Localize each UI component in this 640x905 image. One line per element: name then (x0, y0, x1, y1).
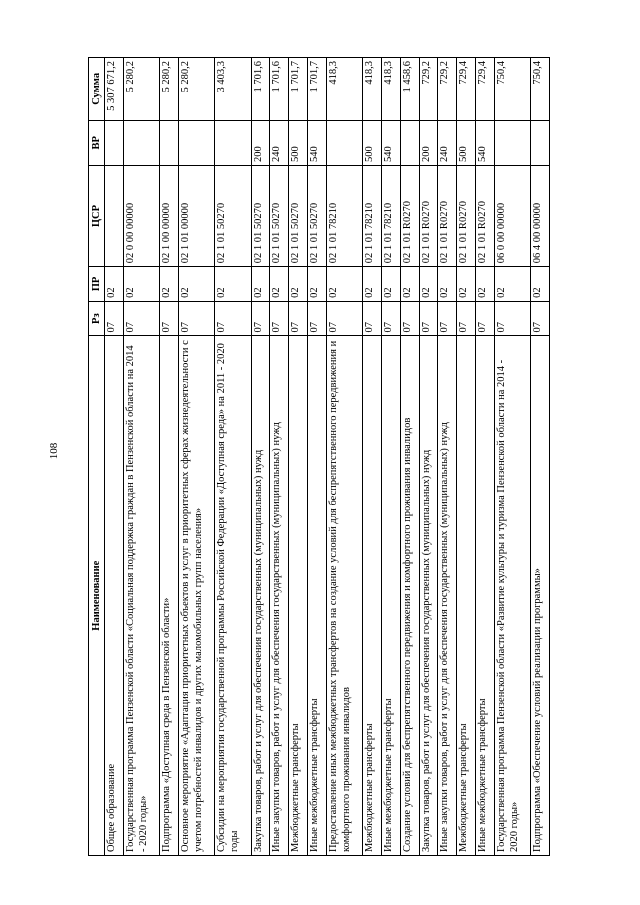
cell-sum: 418,3 (363, 58, 382, 121)
cell-csr: 02 1 01 R0270 (457, 165, 476, 266)
cell-vr: 240 (438, 120, 457, 165)
cell-sum: 1 701,6 (251, 58, 270, 121)
cell-rz: 07 (457, 301, 476, 336)
cell-rz: 07 (419, 301, 438, 336)
cell-pr: 02 (419, 267, 438, 302)
cell-vr: 540 (475, 120, 494, 165)
cell-rz: 07 (326, 301, 362, 336)
header-pr: ПР (89, 267, 105, 302)
cell-vr (215, 120, 251, 165)
cell-rz: 07 (160, 301, 179, 336)
cell-pr: 02 (270, 267, 289, 302)
cell-vr (494, 120, 530, 165)
cell-vr: 500 (289, 120, 308, 165)
cell-sum: 729,4 (457, 58, 476, 121)
cell-vr (160, 120, 179, 165)
table-row (215, 58, 251, 856)
cell-csr: 02 1 00 00000 (160, 165, 179, 266)
cell-vr: 540 (381, 120, 400, 165)
cell-pr: 02 (215, 267, 251, 302)
cell-name: Основное мероприятие «Адаптация приоритетных объектов и услуг в приоритетных сферах жизнедеятельности с учетом потребностей инвалидов и других маломобильных групп населения» (178, 336, 214, 856)
cell-csr: 02 1 01 50270 (215, 165, 251, 266)
cell-vr: 200 (419, 120, 438, 165)
cell-pr: 02 (307, 267, 326, 302)
cell-name: Иные межбюджетные трансферты (307, 336, 326, 856)
cell-rz: 07 (475, 301, 494, 336)
cell-rz: 07 (438, 301, 457, 336)
header-vr: ВР (89, 120, 105, 165)
page-number: 108 (48, 442, 60, 460)
table-row (160, 58, 179, 856)
cell-name: Иные межбюджетные трансферты (475, 336, 494, 856)
cell-sum: 1 701,7 (307, 58, 326, 121)
cell-csr: 02 1 01 R0270 (419, 165, 438, 266)
cell-pr: 02 (326, 267, 362, 302)
cell-sum: 1 458,6 (400, 58, 419, 121)
cell-vr: 200 (251, 120, 270, 165)
table-row (178, 58, 214, 856)
cell-name: Закупка товаров, работ и услуг для обеспечения государственных (муниципальных) нужд (419, 336, 438, 856)
cell-name: Межбюджетные трансферты (363, 336, 382, 856)
cell-sum: 5 280,2 (178, 58, 214, 121)
cell-pr: 02 (289, 267, 308, 302)
cell-name: Субсидии на мероприятия государственной программы Российской Федерации «Доступная среда» на 2011 - 2020 годы (215, 336, 251, 856)
cell-name: Государственная программа Пензенской области «Развитие культуры и туризма Пензенской области на 2014 - 2020 годы» (494, 336, 530, 856)
cell-name: Закупка товаров, работ и услуг для обеспечения государственных (муниципальных) нужд (251, 336, 270, 856)
cell-name: Создание условий для беспрепятственного передвижения и комфортного проживания инвалидов (400, 336, 419, 856)
cell-rz: 07 (270, 301, 289, 336)
cell-sum: 418,3 (326, 58, 362, 121)
table-row (400, 58, 419, 856)
cell-vr: 500 (363, 120, 382, 165)
cell-csr: 02 1 01 50270 (289, 165, 308, 266)
cell-sum: 5 280,2 (160, 58, 179, 121)
cell-vr (123, 120, 159, 165)
header-csr: ЦСР (89, 165, 105, 266)
cell-vr (105, 120, 124, 165)
cell-pr: 02 (178, 267, 214, 302)
cell-name: Межбюджетные трансферты (457, 336, 476, 856)
cell-sum: 729,4 (475, 58, 494, 121)
header-rz: Рз (89, 301, 105, 336)
table-row (251, 58, 270, 856)
cell-name: Иные закупки товаров, работ и услуг для обеспечения государственных (муниципальных) нужд (270, 336, 289, 856)
budget-table (88, 57, 550, 856)
cell-csr: 02 1 01 78210 (326, 165, 362, 266)
cell-vr (400, 120, 419, 165)
cell-csr: 06 4 00 00000 (531, 165, 550, 266)
table-row (270, 58, 289, 856)
cell-sum: 1 701,6 (270, 58, 289, 121)
cell-vr (531, 120, 550, 165)
cell-sum: 750,4 (494, 58, 530, 121)
cell-pr: 02 (105, 267, 124, 302)
cell-pr: 02 (494, 267, 530, 302)
cell-sum: 1 701,7 (289, 58, 308, 121)
cell-csr: 02 1 01 50270 (251, 165, 270, 266)
cell-rz: 07 (531, 301, 550, 336)
cell-csr: 06 0 00 00000 (494, 165, 530, 266)
table-row (326, 58, 362, 856)
cell-csr: 02 1 01 78210 (381, 165, 400, 266)
table-row (475, 58, 494, 856)
cell-pr: 02 (123, 267, 159, 302)
cell-rz: 07 (289, 301, 308, 336)
cell-pr: 02 (438, 267, 457, 302)
cell-csr: 02 1 01 R0270 (438, 165, 457, 266)
cell-sum: 729,2 (438, 58, 457, 121)
cell-sum: 418,3 (381, 58, 400, 121)
table-row (531, 58, 550, 856)
header-name: Наименование (89, 336, 105, 856)
table-row (123, 58, 159, 856)
cell-csr: 02 1 01 50270 (270, 165, 289, 266)
cell-vr (178, 120, 214, 165)
cell-pr: 02 (251, 267, 270, 302)
cell-name: Подпрограмма «Обеспечение условий реализации программы» (531, 336, 550, 856)
cell-name: Предоставление иных межбюджетных трансфертов на создание условий для беспрепятственного передвижения и комфортного проживания инвалидов (326, 336, 362, 856)
cell-name: Иные межбюджетные трансферты (381, 336, 400, 856)
table-row (494, 58, 530, 856)
budget-table-wrapper (88, 57, 550, 856)
cell-csr: 02 0 00 00000 (123, 165, 159, 266)
cell-vr (326, 120, 362, 165)
cell-rz: 07 (215, 301, 251, 336)
cell-sum: 5 307 671,2 (105, 58, 124, 121)
cell-rz: 07 (381, 301, 400, 336)
cell-rz: 07 (307, 301, 326, 336)
cell-rz: 07 (178, 301, 214, 336)
cell-pr: 02 (475, 267, 494, 302)
cell-sum: 750,4 (531, 58, 550, 121)
table-row (419, 58, 438, 856)
table-row (438, 58, 457, 856)
cell-pr: 02 (160, 267, 179, 302)
cell-name: Государственная программа Пензенской области «Социальная поддержка граждан в Пензенской области на 2014 - 2020 годы» (123, 336, 159, 856)
cell-csr: 02 1 01 50270 (307, 165, 326, 266)
table-row (307, 58, 326, 856)
cell-csr: 02 1 01 00000 (178, 165, 214, 266)
cell-vr: 540 (307, 120, 326, 165)
cell-rz: 07 (123, 301, 159, 336)
table-row (105, 58, 124, 856)
cell-name: Межбюджетные трансферты (289, 336, 308, 856)
table-row (289, 58, 308, 856)
table-row (381, 58, 400, 856)
cell-sum: 729,2 (419, 58, 438, 121)
cell-csr: 02 1 01 78210 (363, 165, 382, 266)
header-sum: Сумма (89, 58, 105, 121)
cell-pr: 02 (457, 267, 476, 302)
rotated-table-container (88, 57, 550, 856)
table-row (363, 58, 382, 856)
cell-pr: 02 (381, 267, 400, 302)
cell-sum: 3 403,3 (215, 58, 251, 121)
cell-rz: 07 (251, 301, 270, 336)
table-row (457, 58, 476, 856)
cell-rz: 07 (400, 301, 419, 336)
cell-vr: 500 (457, 120, 476, 165)
cell-csr (105, 165, 124, 266)
cell-name: Общее образование (105, 336, 124, 856)
header-row (89, 58, 105, 856)
cell-csr: 02 1 01 R0270 (475, 165, 494, 266)
cell-pr: 02 (531, 267, 550, 302)
cell-pr: 02 (400, 267, 419, 302)
cell-rz: 07 (494, 301, 530, 336)
cell-sum: 5 280,2 (123, 58, 159, 121)
cell-csr: 02 1 01 R0270 (400, 165, 419, 266)
cell-rz: 07 (363, 301, 382, 336)
cell-rz: 07 (105, 301, 124, 336)
cell-name: Подпрограмма «Доступная среда в Пензенской области» (160, 336, 179, 856)
cell-vr: 240 (270, 120, 289, 165)
cell-name: Иные закупки товаров, работ и услуг для обеспечения государственных (муниципальных) нужд (438, 336, 457, 856)
cell-pr: 02 (363, 267, 382, 302)
